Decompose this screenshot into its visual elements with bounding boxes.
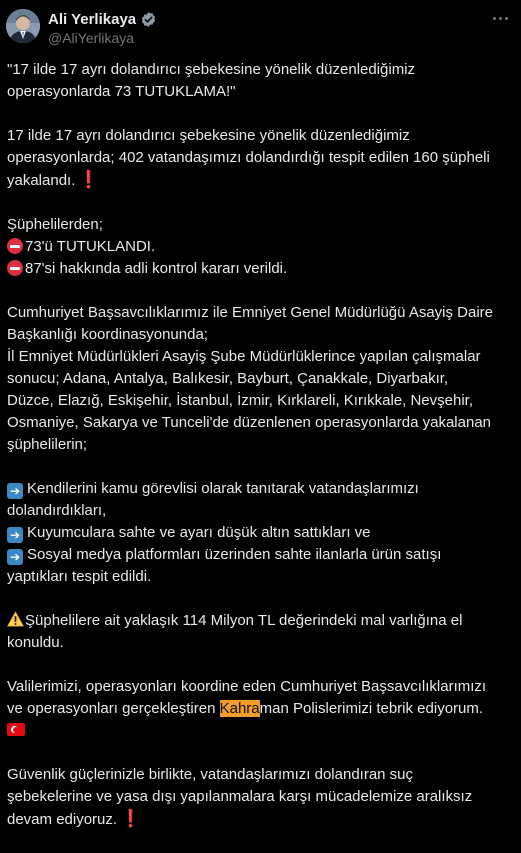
right-arrow-icon: ➔ <box>7 527 23 543</box>
text-line <box>7 698 511 720</box>
text-line <box>7 478 511 500</box>
text-line: sonucu; Adana, Antalya, Balıkesir, Bayburt, Çanakkale, Diyarbakır, <box>7 370 449 387</box>
more-horizontal-icon <box>493 17 496 20</box>
text-line: operasyonlarda; 402 vatandaşımızı dolandırdığı tespit edilen 160 şüpheli <box>7 149 490 166</box>
more-options-button[interactable] <box>487 8 513 28</box>
text-line: Şüphelilerden; <box>7 216 103 233</box>
text-segment: Sosyal medya platformları üzerinden sahte ilanlarla ürün satışı <box>27 546 442 563</box>
tweet-paragraph-6 <box>7 610 511 654</box>
red-exclamation-icon: ❗ <box>78 170 100 190</box>
tweet-paragraph-1 <box>7 59 511 103</box>
right-arrow-icon: ➔ <box>7 483 23 499</box>
text-line <box>7 522 511 544</box>
no-entry-icon <box>7 260 23 276</box>
text-segment: 73'ü TUTUKLANDI. <box>25 238 156 255</box>
text-segment: devam ediyoruz. <box>7 811 118 828</box>
text-line: İl Emniyet Müdürlükleri Asayiş Şube Müdürlüklerince yapılan çalışmalar <box>7 348 481 365</box>
tweet-paragraph-4 <box>7 302 511 456</box>
text-line <box>7 236 511 258</box>
tweet-paragraph-5 <box>7 478 511 588</box>
text-segment: ve operasyonları gerçekleştiren <box>7 700 220 717</box>
text-line <box>7 610 511 632</box>
turkey-flag-icon <box>7 723 25 736</box>
tweet-text <box>7 59 511 853</box>
text-line: Başkanlığı koordinasyonunda; <box>7 326 208 343</box>
no-entry-icon <box>7 238 23 254</box>
search-highlight: Kahra <box>219 700 260 717</box>
text-line <box>7 258 511 280</box>
text-line <box>7 169 511 192</box>
author-name-row <box>48 9 157 29</box>
verified-badge-icon[interactable] <box>140 11 157 28</box>
tweet-paragraph-7 <box>7 676 511 742</box>
avatar[interactable] <box>6 9 40 43</box>
tweet-header <box>0 0 521 56</box>
text-line: 17 ilde 17 ayrı dolandırıcı şebekesine yönelik düzenlediğimiz <box>7 127 410 144</box>
author-display-name[interactable]: Ali Yerlikaya <box>48 10 137 28</box>
text-line: "17 ilde 17 ayrı dolandırıcı şebekesine yönelik düzenlediğimiz <box>7 61 416 78</box>
text-segment: 87'si hakkında adli kontrol kararı verildi. <box>25 260 288 277</box>
text-line: Osmaniye, Sakarya ve Tunceli'de düzenlenen operasyonlarda yakalanan <box>7 414 491 431</box>
text-line <box>7 544 511 566</box>
warning-icon <box>7 611 24 627</box>
text-line: Düzce, Elazığ, Eskişehir, İstanbul, İzmir, Kırklareli, Kırıkkale, Nevşehir, <box>7 392 473 409</box>
tweet-paragraph-3 <box>7 214 511 280</box>
text-line: yaptıkları tespit edildi. <box>7 568 152 585</box>
tweet-paragraph-8 <box>7 764 511 831</box>
text-line: konuldu. <box>7 634 64 651</box>
text-segment: Kendilerini kamu görevlisi olarak tanıtarak vatandaşlarımızı <box>27 480 419 497</box>
text-line: dolandırdıkları, <box>7 502 107 519</box>
text-line <box>7 720 511 742</box>
author-handle[interactable]: @AliYerlikaya <box>48 30 135 46</box>
text-line: Güvenlik güçlerinizle birlikte, vatandaşlarımızı dolandıran suç <box>7 766 414 783</box>
red-exclamation-icon: ❗ <box>120 809 142 829</box>
text-line: Cumhuriyet Başsavcılıklarımız ile Emniyet Genel Müdürlüğü Asayiş Daire <box>7 304 494 321</box>
tweet-paragraph-2 <box>7 125 511 192</box>
text-line: şüphelilerin; <box>7 436 88 453</box>
text-segment: Şüphelilere ait yaklaşık 114 Milyon TL değerindeki mal varlığına el <box>25 612 463 629</box>
text-segment: yakalandı. <box>7 172 76 189</box>
text-line: operasyonlarda 73 TUTUKLAMA!" <box>7 83 236 100</box>
more-dot <box>505 17 508 20</box>
right-arrow-icon: ➔ <box>7 549 23 565</box>
text-segment: Kuyumculara sahte ve ayarı düşük altın sattıkları ve <box>27 524 371 541</box>
text-line: Valilerimizi, operasyonları koordine eden Cumhuriyet Başsavcılıklarımızı <box>7 678 487 695</box>
text-line: şebekelerine ve yasa dışı yapılanmalara karşı mücadelemize aralıksız <box>7 788 473 805</box>
text-segment: man Polislerimizi tebrik ediyorum. <box>259 700 484 717</box>
more-dot <box>499 17 502 20</box>
